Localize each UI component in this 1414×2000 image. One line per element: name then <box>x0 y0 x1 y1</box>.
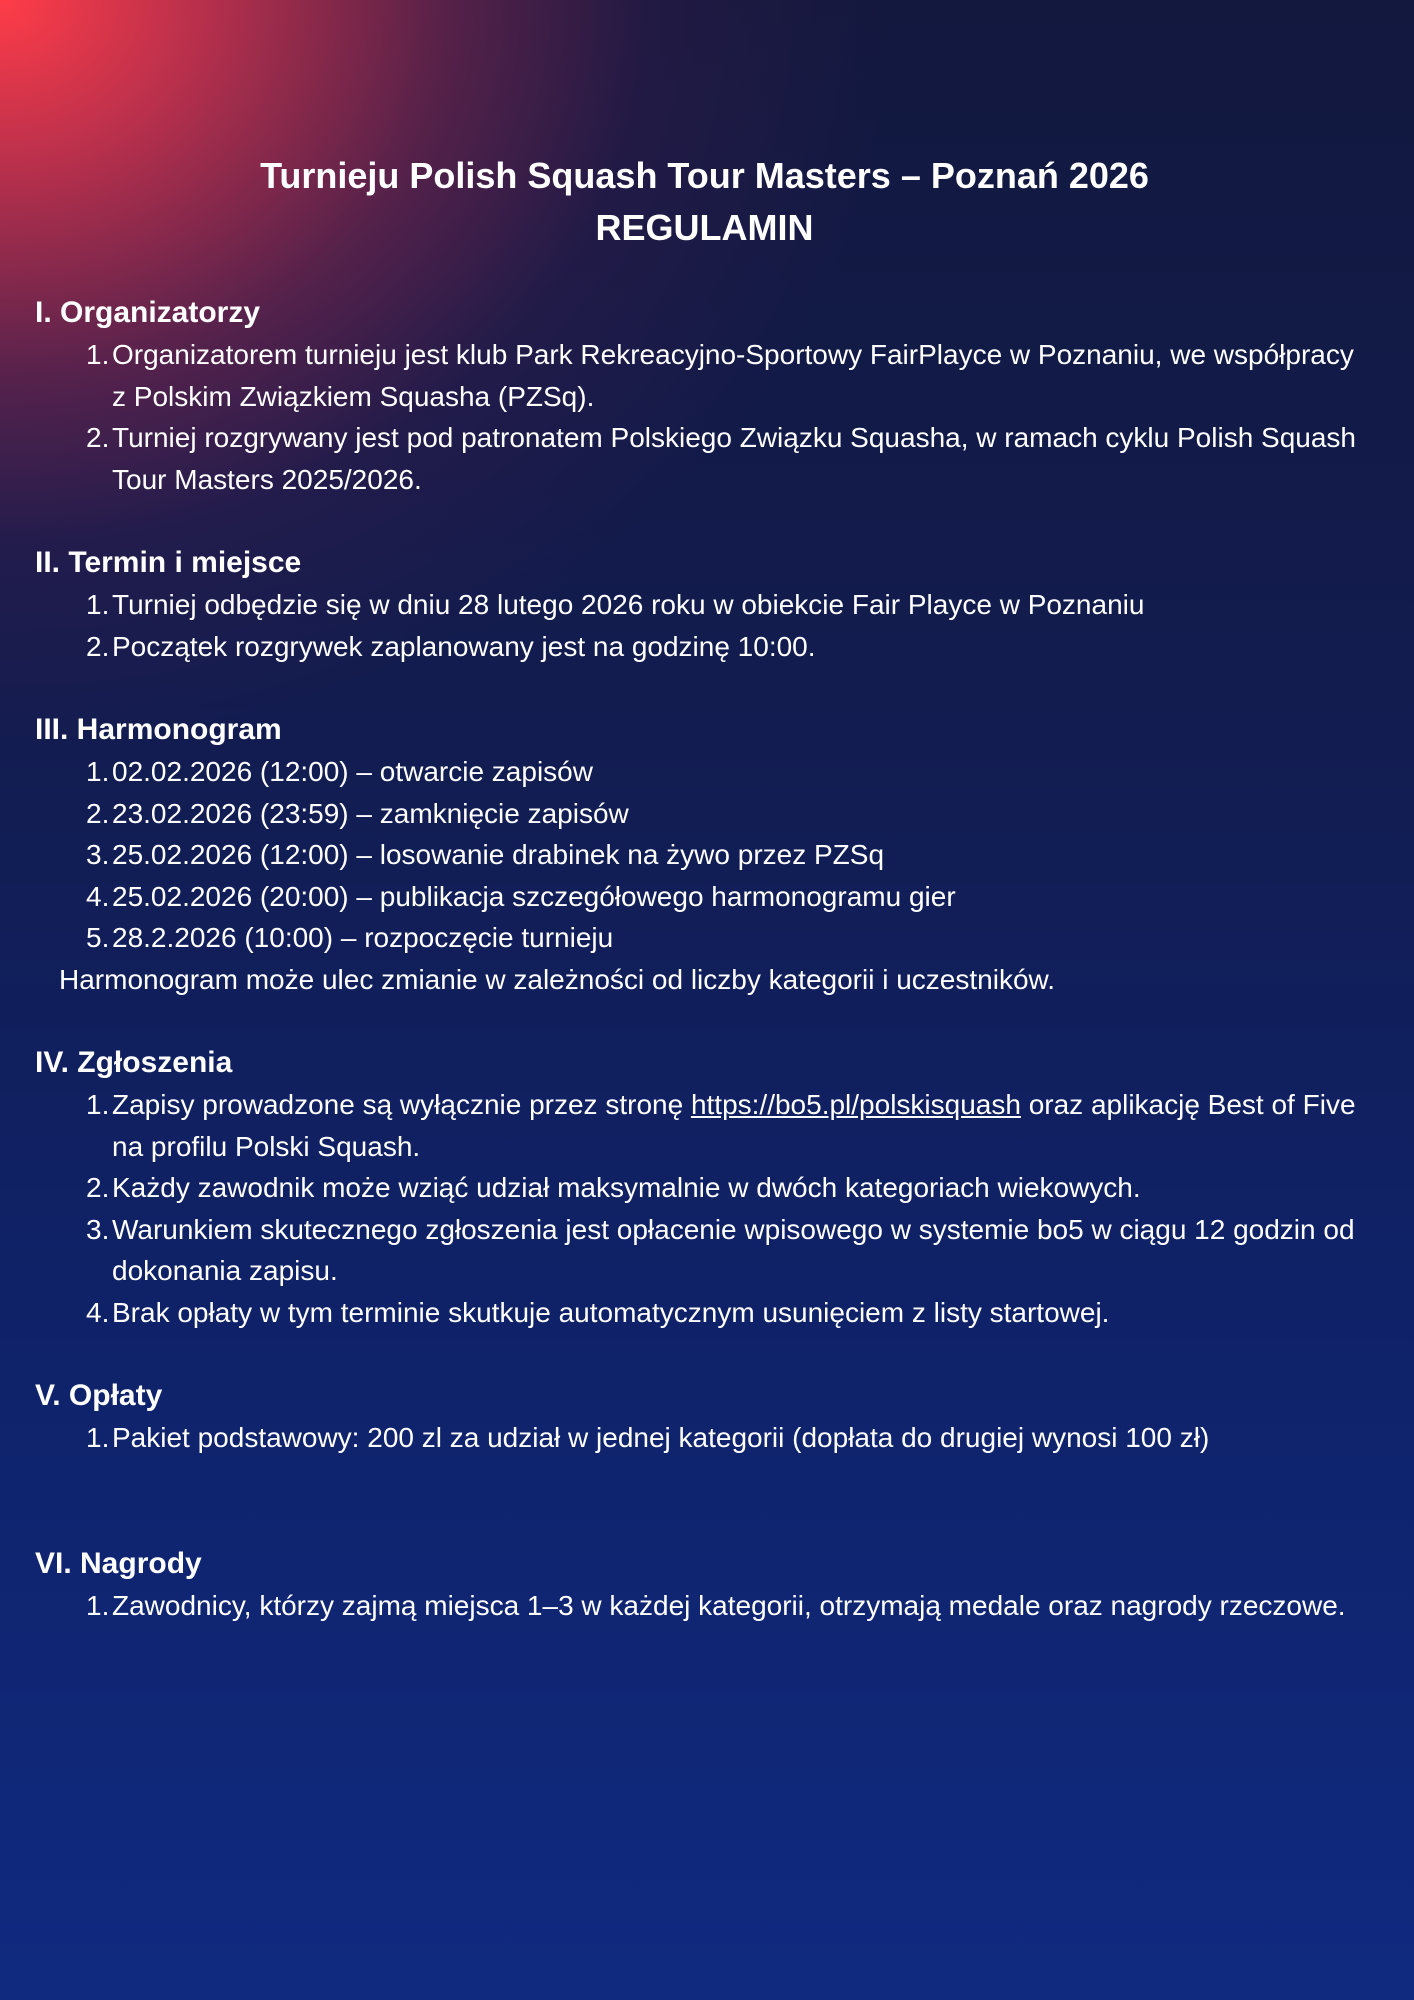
item-text-after-link: oraz aplikację Best of Five na profilu Polski Squash. <box>112 1089 1356 1162</box>
item-text: 02.02.2026 (12:00) – otwarcie zapisów <box>112 756 593 787</box>
item-number: 3. <box>86 1213 110 1245</box>
numbered-list <box>35 334 1374 500</box>
item-number: 2. <box>86 630 110 662</box>
item-text: Turniej odbędzie się w dniu 28 lutego 2026 roku w obiekcie Fair Playce w Poznaniu <box>112 589 1145 620</box>
item-text: Każdy zawodnik może wziąć udział maksymalnie w dwóch kategoriach wiekowych. <box>112 1172 1141 1203</box>
item-text: Brak opłaty w tym terminie skutkuje automatycznym usunięciem z listy startowej. <box>112 1296 1110 1328</box>
section-zgloszenia <box>35 1042 1374 1333</box>
item-number: 3. <box>86 839 110 870</box>
item-number: 2. <box>86 422 110 453</box>
section-heading: IV. Zgłoszenia <box>35 1046 233 1079</box>
section-nagrody <box>35 1543 1374 1627</box>
registration-link[interactable]: https://bo5.pl/polskisquash <box>690 1089 1021 1120</box>
item-number: 1. <box>86 1089 110 1120</box>
numbered-list <box>35 1417 1374 1459</box>
item-number: 4. <box>86 1296 110 1328</box>
section-harmonogram <box>35 709 1374 1000</box>
numbered-list <box>35 1585 1374 1627</box>
list-item <box>86 1585 1374 1627</box>
document-title <box>35 150 1374 254</box>
title-line-1: Turnieju Polish Squash Tour Masters – Poznań 2026 <box>260 155 1149 196</box>
item-text: Warunkiem skutecznego zgłoszenia jest opłacenie wpisowego w systemie bo5 w ciągu 12 godzin od dokonania zapisu. <box>112 1213 1355 1286</box>
section-heading: V. Opłaty <box>35 1379 163 1412</box>
item-number: 4. <box>86 880 110 912</box>
list-item <box>86 1292 1374 1334</box>
list-item <box>86 876 1374 918</box>
numbered-list <box>35 1084 1374 1333</box>
list-item <box>86 751 1374 793</box>
item-number: 2. <box>86 1172 110 1203</box>
list-item <box>86 584 1374 626</box>
numbered-list <box>35 584 1374 667</box>
list-item <box>86 1084 1374 1167</box>
list-item <box>86 1167 1374 1209</box>
section-heading: III. Harmonogram <box>35 713 282 746</box>
item-text: Turniej rozgrywany jest pod patronatem Polskiego Związku Squasha, w ramach cyklu Polish Squash Tour Masters 2025/2026. <box>112 422 1357 495</box>
item-text: Pakiet podstawowy: 200 zl za udział w jednej kategorii (dopłata do drugiej wynosi 100 zł) <box>112 1422 1210 1453</box>
item-number: 1. <box>86 756 110 787</box>
section-oplaty <box>35 1375 1374 1459</box>
item-text: 23.02.2026 (23:59) – zamknięcie zapisów <box>112 797 629 829</box>
item-number: 1. <box>86 1589 110 1621</box>
item-number: 1. <box>86 1422 110 1453</box>
item-number: 1. <box>86 339 110 370</box>
section-termin <box>35 542 1374 667</box>
list-item <box>86 626 1374 668</box>
section-organizatorzy <box>35 292 1374 500</box>
item-text: Początek rozgrywek zaplanowany jest na godzinę 10:00. <box>112 630 816 662</box>
list-item <box>86 417 1374 500</box>
item-number: 1. <box>86 589 110 620</box>
list-item <box>86 793 1374 835</box>
schedule-note: Harmonogram może ulec zmianie w zależności od liczby kategorii i uczestników. <box>59 963 1055 995</box>
section-heading: I. Organizatorzy <box>35 296 261 329</box>
list-item <box>86 1417 1374 1459</box>
list-item <box>86 917 1374 959</box>
item-text-before-link: Zapisy prowadzone są wyłącznie przez stronę <box>112 1089 691 1120</box>
item-text: Organizatorem turnieju jest klub Park Rekreacyjno-Sportowy FairPlayce w Poznaniu, we współpracy z Polskim Związkiem Squasha (PZSq). <box>112 339 1354 412</box>
list-item <box>86 334 1374 417</box>
title-line-2: REGULAMIN <box>595 207 814 248</box>
list-item <box>86 834 1374 876</box>
item-text: 25.02.2026 (12:00) – losowanie drabinek na żywo przez PZSq <box>112 839 885 870</box>
item-text: Zawodnicy, którzy zajmą miejsca 1–3 w każdej kategorii, otrzymają medale oraz nagrody rzeczowe. <box>112 1589 1346 1621</box>
section-heading: II. Termin i miejsce <box>35 546 302 579</box>
list-item <box>86 1209 1374 1292</box>
item-number: 5. <box>86 922 110 953</box>
item-text: 25.02.2026 (20:00) – publikacja szczegółowego harmonogramu gier <box>112 880 956 912</box>
section-heading: VI. Nagrody <box>35 1546 202 1580</box>
item-text: 28.2.2026 (10:00) – rozpoczęcie turnieju <box>112 922 614 953</box>
numbered-list <box>35 751 1374 959</box>
item-number: 2. <box>86 797 110 829</box>
